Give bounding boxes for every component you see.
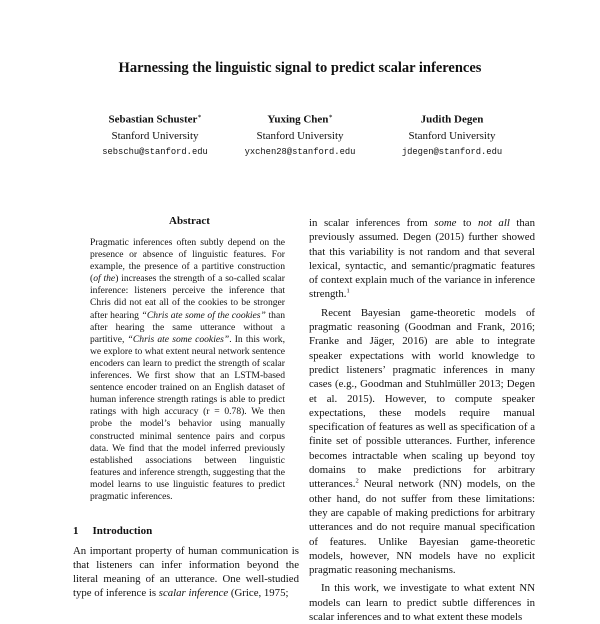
footnote-marker[interactable]: 1 <box>346 287 350 295</box>
abstract-heading: Abstract <box>169 215 210 227</box>
section-number: 1 <box>73 525 79 537</box>
right-column-body <box>309 216 535 624</box>
author-affiliation: Stanford University <box>111 129 199 142</box>
paper-title: Harnessing the linguistic signal to predict scalar inferences <box>118 60 482 76</box>
paragraph: in scalar inferences from some to not all than previously assumed. Degen (2015) further showed that this variability is not random and that several lexical, syntactic, and semantic/pragmatic features of context explain much of the variance in inference strength.$^1$ <box>309 217 536 301</box>
author-block <box>225 109 375 160</box>
author-affiliation: Stanford University <box>408 129 496 142</box>
author-email: jdegen@stanford.edu <box>401 146 503 157</box>
author-name: Sebastian Schuster∗ <box>108 113 202 126</box>
author-affiliation: Stanford University <box>256 129 344 142</box>
abstract-body: Pragmatic inferences often subtly depend on the presence or absence of linguistic features. For example, the presence of a partitive construction (of the) increases the strength of a so-called scalar inference: listeners perceive the inference that Chris did not eat all of the cookies to be stronger after hearing “Chris ate some of the cookies” than after hearing the same utterance without a partitive, “Chris ate some cookies”. In this work, we explore to what extent neural network sentence encoders can learn to predict the strength of scalar inferences. We first show that an LSTM-based sentence encoder trained on an English dataset of human inference strength ratings is able to predict ratings with high accuracy (r = 0.78). We then probe the model’s behavior using manually constructed minimal sentence pairs and corpus data. We find that the model inferred previously established associations between linguistic features and inference strength, suggesting that the model learns to use linguistic features to predict pragmatic inferences. <box>90 237 286 502</box>
paragraph: Recent Bayesian game-theoretic models of pragmatic reasoning (Goodman and Frank, 2016; Franke and Jäger, 2016) are able to integrate speaker expectations with world knowledge to predict listeners’ pragmatic inferences in many cases (e.g., Goodman and Stuhlmüller 2013; Degen et al. 2015). However, to compute speaker expectations, these models require manual specification of features as well as specification of a finite set of possible utterances. Further, inference becomes intractable when scaling up beyond toy domains to make predictions for arbitrary utterances.$^2$ Neural network (NN) models, on the other hand, do not suffer from these limitations: they are capable of making predictions for arbitrary utterances and do not require manual specification of features. Unlike Bayesian game-theoretic models, however, NN models have no explicit pragmatic reasoning mechanisms. <box>309 306 535 577</box>
introduction-body: An important property of human communication is that listeners can infer information beyond the literal meaning of an utterance. One well-studied type of inference is scalar inference (Grice, 1975; <box>73 545 299 599</box>
footnote-marker[interactable]: 2 <box>355 477 359 485</box>
author-block <box>377 109 527 160</box>
author-name: Judith Degen <box>420 113 484 126</box>
paragraph: In this work, we investigate to what extent NN models can learn to predict subtle differences in scalar inferences and to what extent these models <box>309 582 535 624</box>
section-heading-introduction <box>73 525 152 537</box>
author-email: yxchen28@stanford.edu <box>244 146 356 157</box>
author-email: sebschu@stanford.edu <box>102 146 208 157</box>
author-block <box>80 109 230 160</box>
section-title: Introduction <box>92 525 153 537</box>
author-name: Yuxing Chen∗ <box>267 113 333 126</box>
